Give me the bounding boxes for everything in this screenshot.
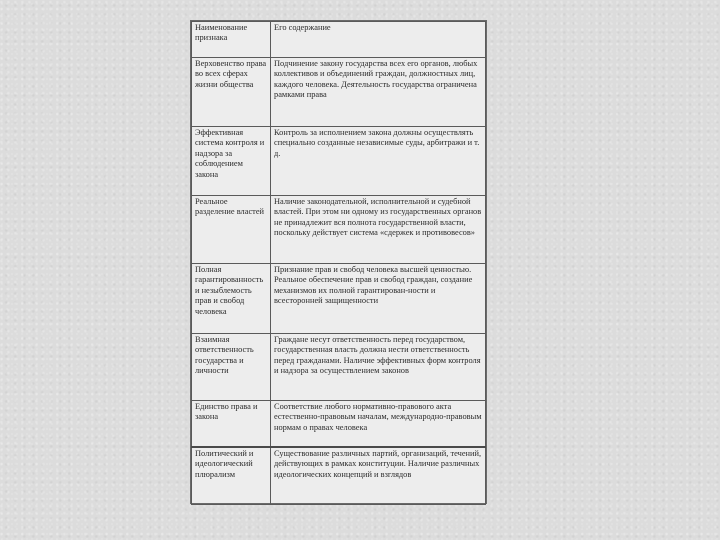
header-cell-name: Наименование признака [192, 22, 271, 58]
feature-content-cell: Признание прав и свобод человека высшей ценностью. Реальное обеспечение прав и свобод граждан, создание механизмов их полной гарантирован-ности и всесторонней защищенности [271, 264, 486, 334]
table-row [192, 58, 486, 127]
table-row [192, 447, 486, 505]
features-table [191, 21, 486, 505]
feature-name-cell: Реальное разделение властей [192, 196, 271, 264]
table-row [192, 401, 486, 448]
feature-content-cell: Граждане несут ответственность перед государством, государственная власть должна нести ответственность перед гражданами. Наличие эффективных форм контроля и надзора за осуществлением законов [271, 334, 486, 401]
feature-name-cell: Верховенство права во всех сферах жизни общества [192, 58, 271, 127]
feature-content-cell: Существование различных партий, организаций, течений, действующих в рамках конституции. Наличие различных идеологических концепций и взглядов [271, 447, 486, 505]
table-header-row [192, 22, 486, 58]
feature-content-cell: Подчинение закону государства всех его органов, любых коллективов и объединений граждан, должностных лиц, каждого человека. Деятельность государства ограничена рамками права [271, 58, 486, 127]
table-row [192, 334, 486, 401]
table-row [192, 196, 486, 264]
header-cell-content: Его содержание [271, 22, 486, 58]
feature-name-cell: Полная гарантированность и незыблемость прав и свобод человека [192, 264, 271, 334]
feature-name-cell: Единство права и закона [192, 401, 271, 448]
document-page [190, 20, 487, 504]
feature-name-cell: Политический и идеологический плюрализм [192, 447, 271, 505]
feature-content-cell: Контроль за исполнением закона должны осуществлять специально созданные независимые суды, арбитражи и т. д. [271, 127, 486, 196]
feature-name-cell: Эффективная система контроля и надзора за соблюдением закона [192, 127, 271, 196]
feature-name-cell: Взаимная ответственность государства и личности [192, 334, 271, 401]
table-row [192, 264, 486, 334]
feature-content-cell: Наличие законодательной, исполнительной и судебной властей. При этом ни одному из государственных органов не принадлежит вся полнота государственной власти, поскольку действует система «сдержек и противовесов» [271, 196, 486, 264]
feature-content-cell: Соответствие любого нормативно-правового акта естественно-правовым началам, международно-правовым нормам о правах человека [271, 401, 486, 448]
table-row [192, 127, 486, 196]
